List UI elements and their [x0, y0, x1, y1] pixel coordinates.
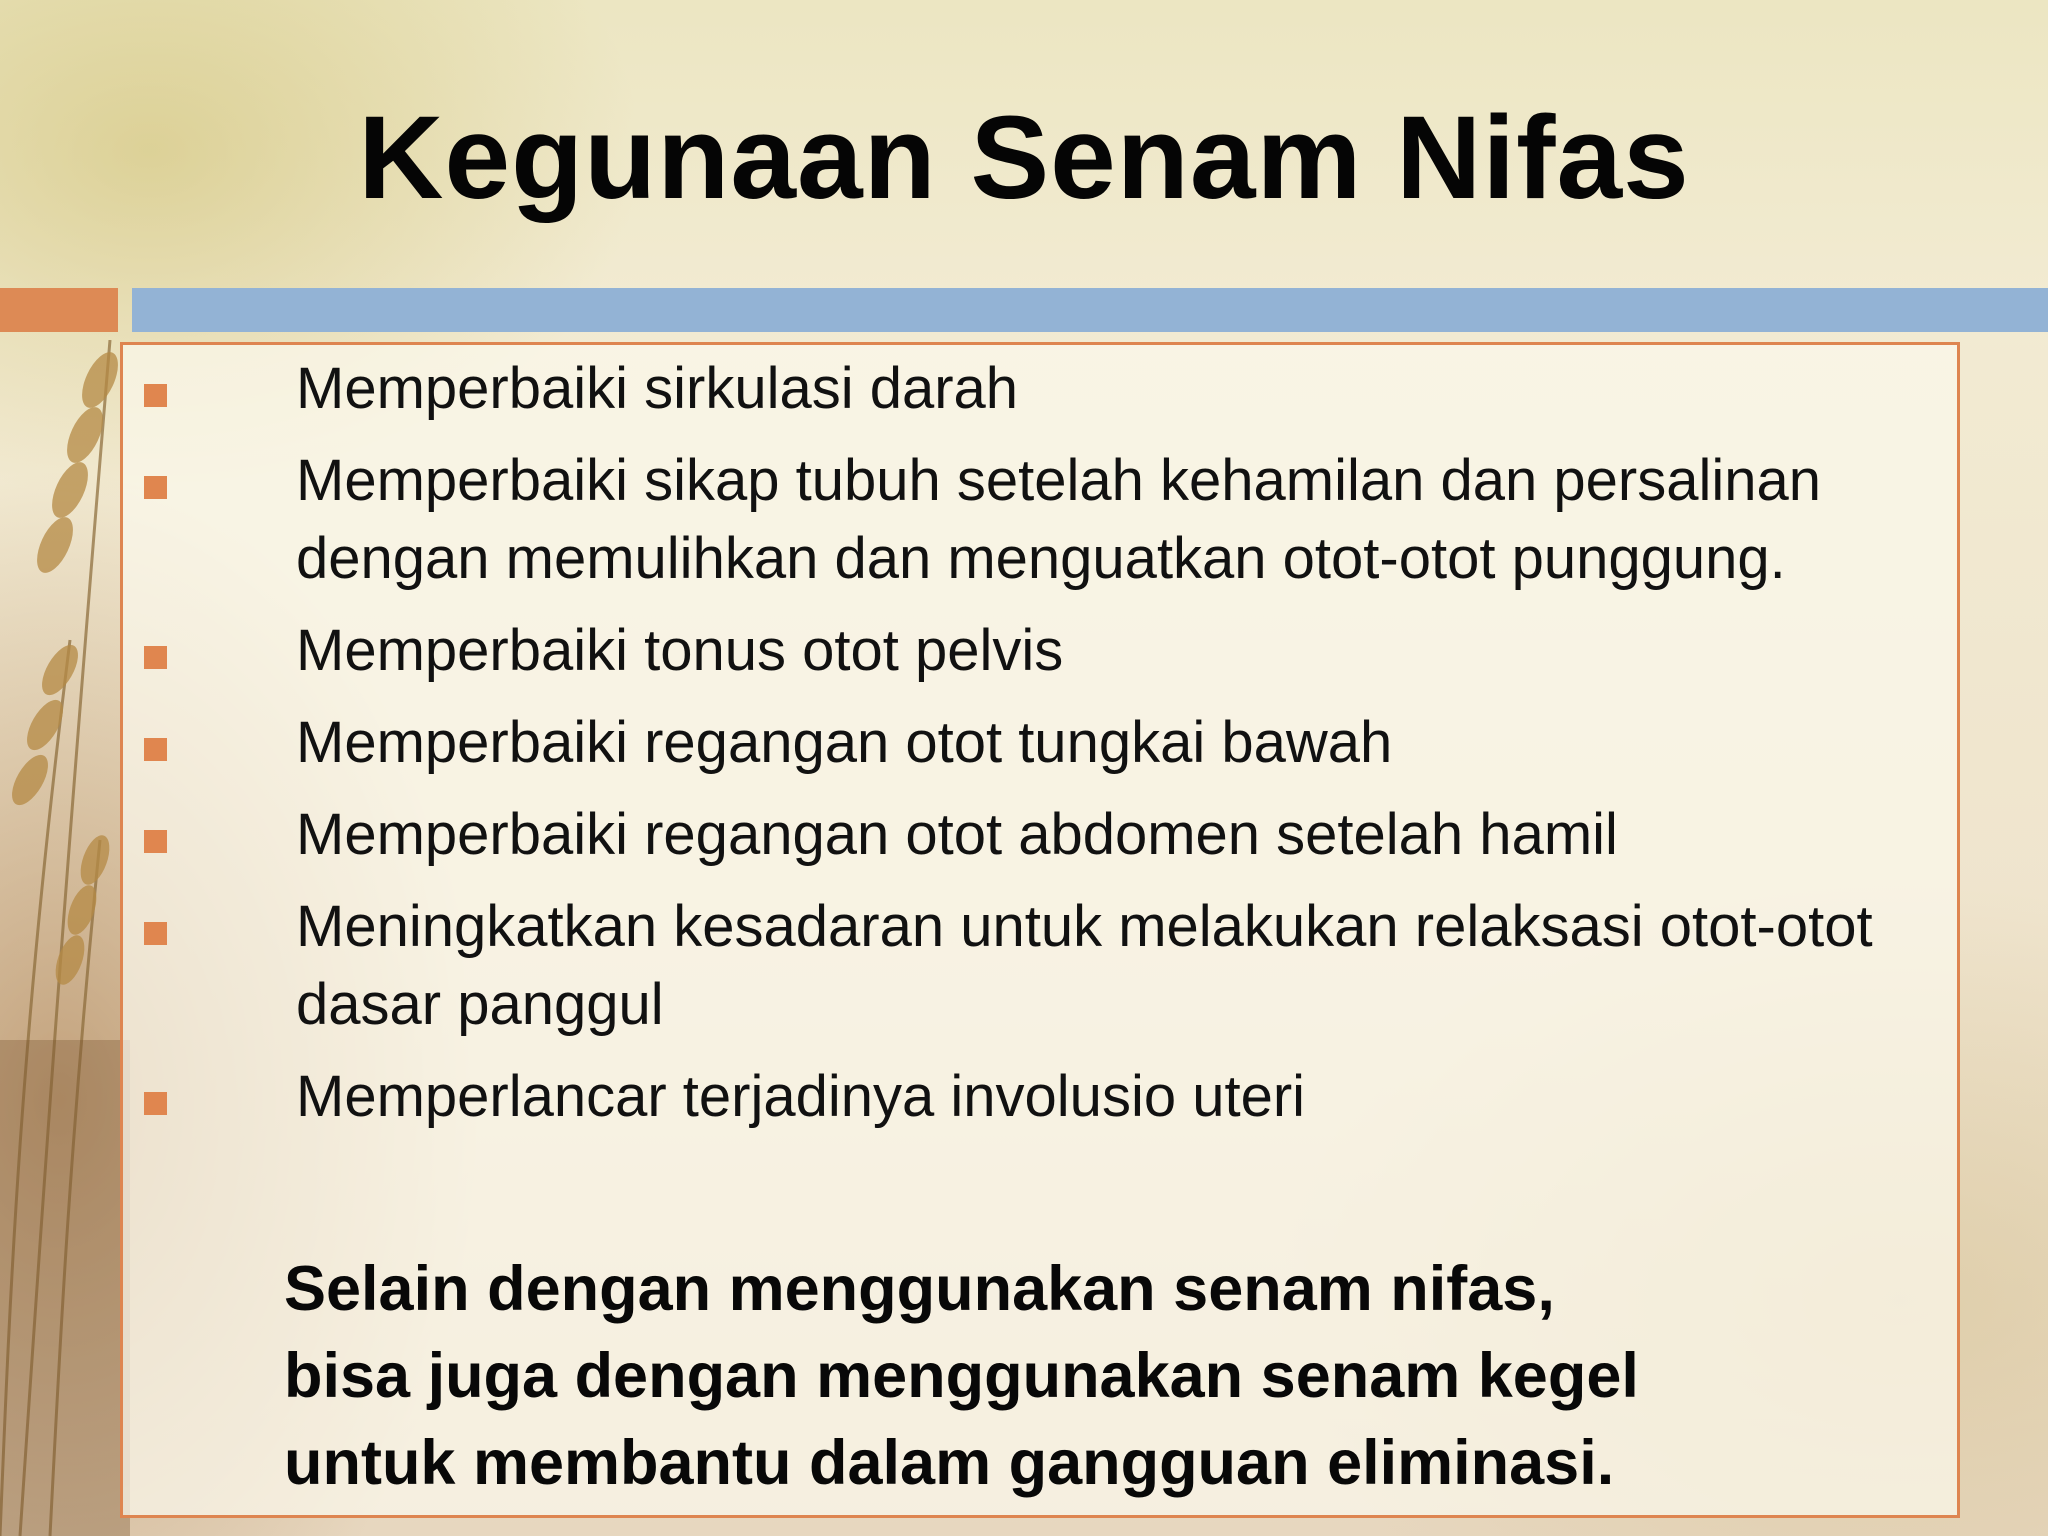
bullet-text: Memperbaiki tonus otot pelvis — [296, 618, 1064, 683]
divider-blue-bar — [132, 288, 2048, 332]
list-item — [140, 704, 1880, 782]
title-divider — [0, 278, 2048, 340]
wheat-decoration — [0, 340, 130, 1536]
list-item — [140, 796, 1880, 874]
bullet-text: Memperbaiki regangan otot abdomen setelah hamil — [296, 802, 1618, 867]
list-item — [140, 442, 1880, 598]
list-item — [140, 888, 1880, 1044]
bullet-text: Memperbaiki sirkulasi darah — [296, 356, 1019, 421]
bullet-text: Memperlancar terjadinya involusio uteri — [296, 1064, 1306, 1129]
square-bullet-icon — [144, 738, 167, 761]
bullet-text: Memperbaiki sikap tubuh setelah kehamilan dan persalinan dengan memulihkan dan menguatkan otot-otot punggung. — [296, 448, 1822, 591]
square-bullet-icon — [144, 922, 167, 945]
square-bullet-icon — [144, 830, 167, 853]
square-bullet-icon — [144, 384, 167, 407]
note-line: untuk membantu dalam gangguan eliminasi. — [284, 1428, 1615, 1498]
note-line: bisa juga dengan menggunakan senam kegel — [284, 1341, 1639, 1411]
bullet-text: Meningkatkan kesadaran untuk melakukan relaksasi otot-otot dasar panggul — [296, 894, 1873, 1037]
closing-note — [284, 1246, 1904, 1507]
slide-title: Kegunaan Senam Nifas — [358, 92, 1690, 224]
note-line: Selain dengan menggunakan senam nifas, — [284, 1254, 1555, 1324]
square-bullet-icon — [144, 1092, 167, 1115]
divider-orange-block — [0, 288, 118, 332]
square-bullet-icon — [144, 646, 167, 669]
bullet-text: Memperbaiki regangan otot tungkai bawah — [296, 710, 1393, 775]
square-bullet-icon — [144, 476, 167, 499]
list-item — [140, 1058, 1880, 1136]
list-item — [140, 350, 1880, 428]
bullet-list — [140, 350, 1880, 1150]
list-item — [140, 612, 1880, 690]
